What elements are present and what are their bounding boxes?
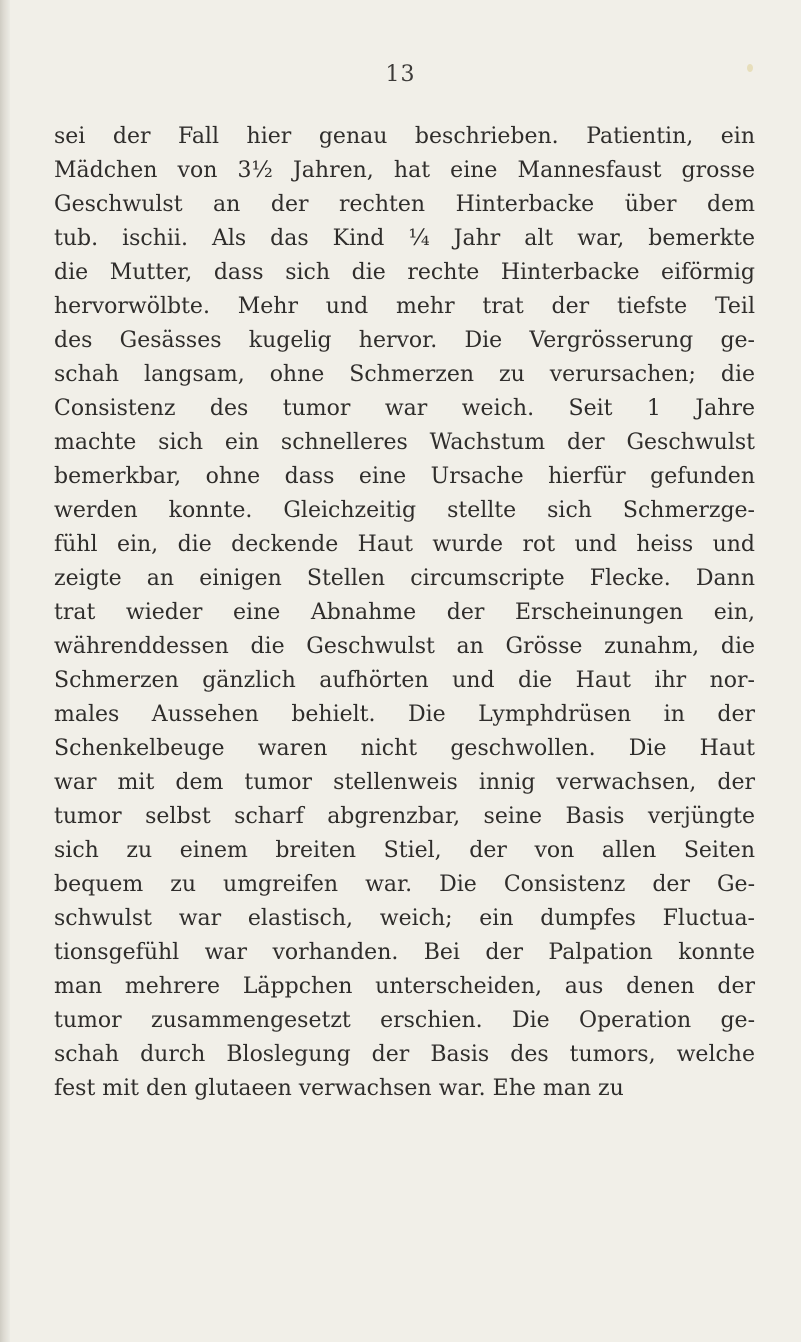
page-number: 13 [385,62,416,87]
text-line: machte sich ein schnelleres Wachstum der Geschwulst [54,430,755,455]
text-line: fest mit den glutaeen verwachsen war. Ehe man zu [54,1076,624,1101]
text-line: des Gesässes kugelig hervor. Die Vergrösserung ge- [54,328,755,353]
text-line: tumor zusammengesetzt erschien. Die Operation ge- [54,1008,755,1033]
text-line: schah langsam, ohne Schmerzen zu verursachen; die [54,362,755,387]
text-line: fühl ein, die deckende Haut wurde rot und heiss und [54,532,755,557]
text-line: sich zu einem breiten Stiel, der von allen Seiten [54,838,755,863]
text-line: schwulst war elastisch, weich; ein dumpfes Fluctua- [54,906,755,931]
text-line: schah durch Bloslegung der Basis des tumors, welche [54,1042,755,1067]
text-line: bemerkbar, ohne dass eine Ursache hierfür gefunden [54,464,755,489]
text-line: währenddessen die Geschwulst an Grösse zunahm, die [54,634,755,659]
page-spine-shadow [0,0,10,1342]
body-text [54,120,755,1106]
text-line: tub. ischii. Als das Kind ¼ Jahr alt war, bemerkte [54,226,755,251]
text-line: tumor selbst scharf abgrenzbar, seine Basis verjüngte [54,804,755,829]
text-line: Schmerzen gänzlich aufhörten und die Haut ihr nor- [54,668,755,693]
text-line: Geschwulst an der rechten Hinterbacke über dem [54,192,755,217]
text-line: bequem zu umgreifen war. Die Consistenz der Ge- [54,872,755,897]
text-line: hervorwölbte. Mehr und mehr trat der tiefste Teil [54,294,755,319]
text-line: Schenkelbeuge waren nicht geschwollen. Die Haut [54,736,755,761]
text-line: Consistenz des tumor war weich. Seit 1 Jahre [54,396,755,421]
text-line: males Aussehen behielt. Die Lymphdrüsen in der [54,702,755,727]
text-line: zeigte an einigen Stellen circumscripte Flecke. Dann [54,566,755,591]
text-line: werden konnte. Gleichzeitig stellte sich Schmerzge- [54,498,755,523]
text-line: die Mutter, dass sich die rechte Hinterbacke eiförmig [54,260,755,285]
text-line: sei der Fall hier genau beschrieben. Patientin, ein [54,124,755,149]
text-line: war mit dem tumor stellenweis innig verwachsen, der [54,770,755,795]
text-line: trat wieder eine Abnahme der Erscheinungen ein, [54,600,755,625]
text-line: Mädchen von 3½ Jahren, hat eine Mannesfaust grosse [54,158,755,183]
text-line: tionsgefühl war vorhanden. Bei der Palpation konnte [54,940,755,965]
text-line: man mehrere Läppchen unterscheiden, aus denen der [54,974,755,999]
